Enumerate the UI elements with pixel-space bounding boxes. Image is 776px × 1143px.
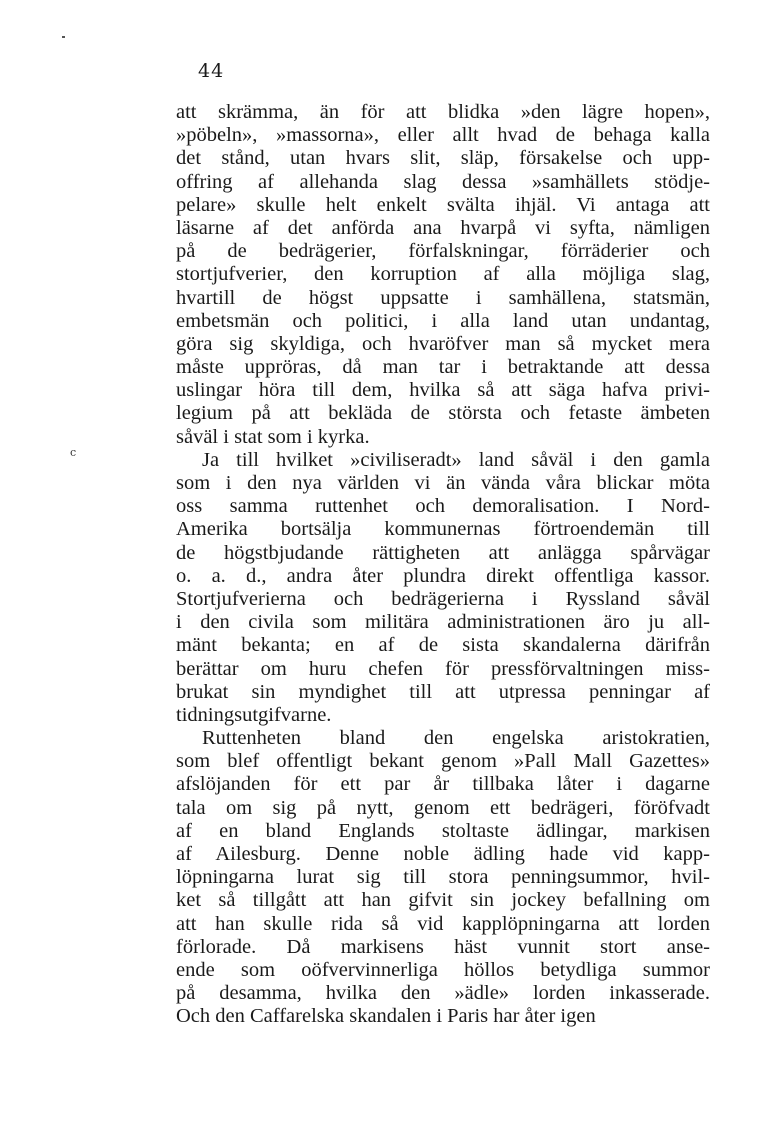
page-number: 44 xyxy=(198,60,225,82)
text-line: som i den nya världen vi än vända våra blickar möta xyxy=(176,472,710,494)
text-line: hvartill de högst uppsatte i samhällena, statsmän, xyxy=(176,286,710,309)
text-line: måste uppröras, då man tar i betraktande att dessa xyxy=(176,356,710,379)
text-line: såväl i stat som i kyrka. xyxy=(176,425,370,448)
text-line: på desamma, hvilka den »ädle» lorden inkasserade. xyxy=(176,982,710,1005)
text-line: af en bland Englands stoltaste ädlingar, markisen xyxy=(176,819,710,842)
paragraph xyxy=(176,449,710,727)
text-line: uslingar höra till dem, hvilka så att säga hafva privi- xyxy=(176,379,710,402)
text-line: Ruttenheten bland den engelska aristokratien, xyxy=(202,727,710,750)
text-line: embetsmän och politici, i alla land utan undantag, xyxy=(176,309,710,332)
text-line: »pöbeln», »massorna», eller allt hvad de behaga kalla xyxy=(176,124,710,147)
text-line: de högstbjudande rättigheten att anlägga spårvägar xyxy=(176,541,710,564)
text-line: att han skulle rida så vid kapplöpningarna att lorden xyxy=(176,912,710,935)
text-line: Ja till hvilket »civiliseradt» land såväl i den gamla xyxy=(202,448,710,471)
text-line: tala om sig på nytt, genom ett bedrägeri, föröfvadt xyxy=(176,796,710,819)
text-line: det stånd, utan hvars slit, släp, försakelse och upp- xyxy=(176,147,710,170)
dust-speck xyxy=(62,36,65,38)
text-line: förlorade. Då markisens häst vunnit stort anse- xyxy=(176,935,710,958)
text-line: stortjufverier, den korruption af alla möjliga slag, xyxy=(176,263,710,286)
text-line: mänt bekanta; en af de sista skandalerna därifrån xyxy=(176,634,710,657)
text-line: tidningsutgifvarne. xyxy=(176,703,332,726)
text-line: legium på att bekläda de största och fetaste ämbeten xyxy=(176,402,710,425)
paragraph xyxy=(176,101,710,449)
text-line: pelare» skulle helt enkelt svälta ihjäl. Vi antaga att xyxy=(176,193,710,216)
text-line: af Ailesburg. Denne noble ädling hade vid kapp- xyxy=(176,843,710,865)
text-line: afslöjanden för ett par år tillbaka låter i dagarne xyxy=(176,773,710,796)
text-line: oss samma ruttenhet och demoralisation. I Nord- xyxy=(176,495,710,518)
text-line: Amerika bortsälja kommunernas förtroendemän till xyxy=(176,518,710,541)
text-line: att skrämma, än för att blidka »den lägre hopen», xyxy=(176,101,710,123)
text-line: göra sig skyldiga, och hvaröfver man så mycket mera xyxy=(176,332,710,355)
text-line: offring af allehanda slag dessa »samhällets stödje- xyxy=(176,170,710,193)
text-line: löpningarna lurat sig till stora penningsummor, hvil- xyxy=(176,866,710,889)
text-line: ket så tillgått att han gifvit sin jockey befallning om xyxy=(176,889,710,912)
paragraph xyxy=(176,727,710,1028)
text-line: Stortjufverierna och bedrägerierna i Ryssland såväl xyxy=(176,587,710,610)
margin-mark: c xyxy=(70,446,77,459)
text-line: som blef offentligt bekant genom »Pall Mall Gazettes» xyxy=(176,750,710,773)
text-line: Och den Caffarelska skandalen i Paris har åter igen xyxy=(176,1005,596,1028)
text-line: brukat sin myndighet till att utpressa penningar af xyxy=(176,680,710,703)
text-line: berättar om huru chefen för pressförvaltningen miss- xyxy=(176,657,710,680)
body-text xyxy=(176,101,710,1029)
text-line: o. a. d., andra åter plundra direkt offentliga kassor. xyxy=(176,564,710,587)
text-line: läsarne af det anförda ana hvarpå vi syfta, nämligen xyxy=(176,216,710,239)
text-line: på de bedrägerier, förfalskningar, förräderier och xyxy=(176,240,710,263)
text-line: i den civila som militära administrationen äro ju all- xyxy=(176,611,710,634)
text-line: ende som oöfvervinnerliga höllos betydliga summor xyxy=(176,958,710,981)
